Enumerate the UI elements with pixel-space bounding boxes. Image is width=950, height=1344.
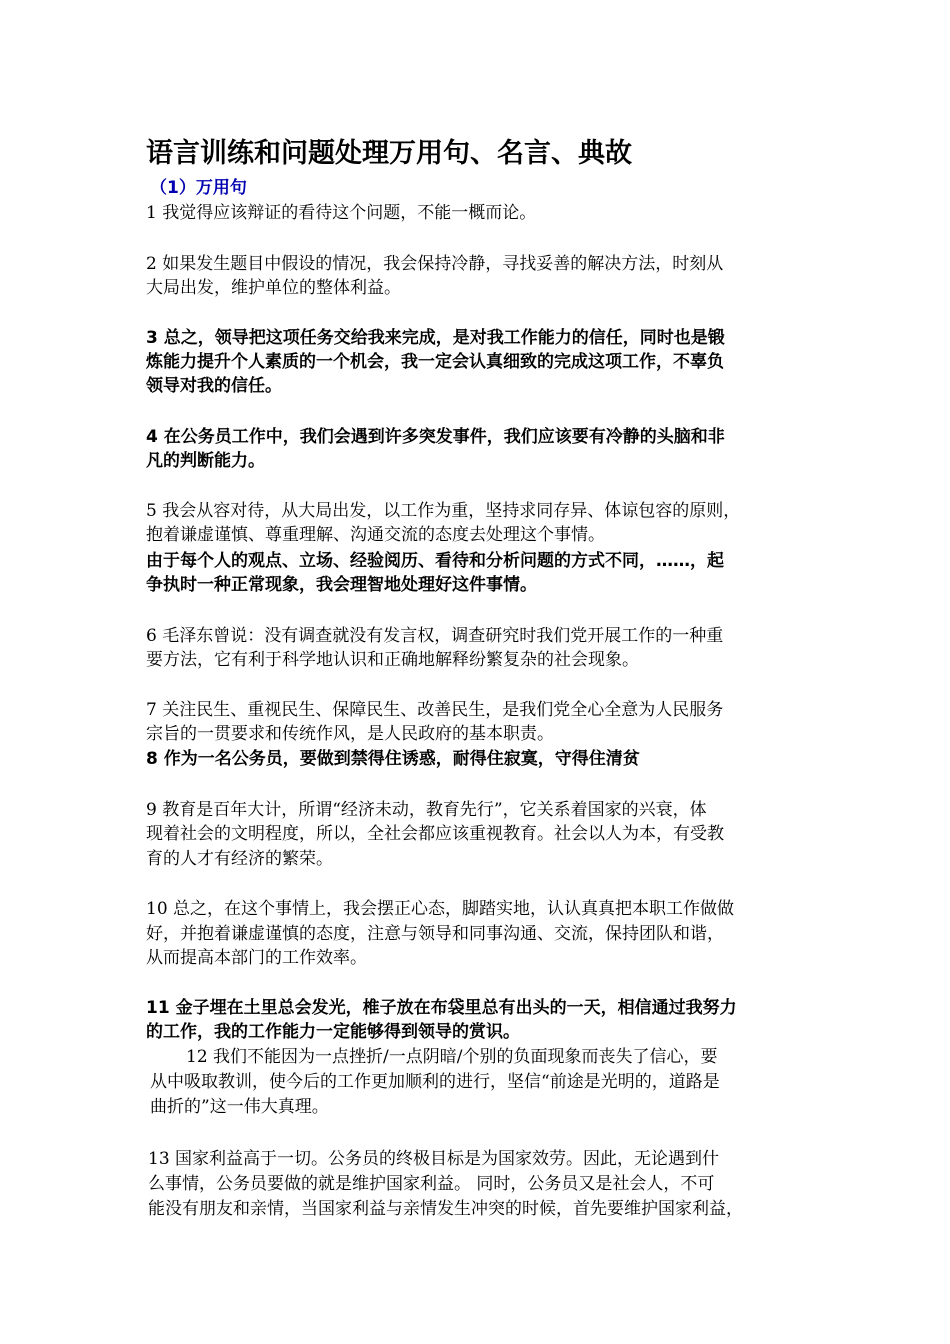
text-line: 能没有朋友和亲情，当国家利益与亲情发生冲突的时候，首先要维护国家利益， <box>148 1199 743 1219</box>
text-line-bold: 由于每个人的观点、立场、经验阅历、看待和分析问题的方式不同，……，起 <box>146 551 724 571</box>
text-line-bold: 领导对我的信任。 <box>146 376 282 396</box>
text-line: 宗旨的一贯要求和传统作风，是人民政府的基本职责。 <box>146 724 554 744</box>
text-line: 13 国家利益高于一切。公务员的终极目标是为国家效劳。因此，无论遇到什 <box>148 1149 720 1169</box>
text-line: 从中吸取教训，使今后的工作更加顺利的进行，坚信“前途是光明的，道路是 <box>150 1072 720 1092</box>
text-line: 12 我们不能因为一点挫折/一点阴暗/个别的负面现象而丧失了信心，要 <box>186 1047 718 1067</box>
text-line-bold: 的工作，我的工作能力一定能够得到领导的赏识。 <box>146 1022 520 1042</box>
text-line: 7 关注民生、重视民生、保障民生、改善民生，是我们党全心全意为人民服务 <box>146 700 724 720</box>
text-line: 抱着谦虚谨慎、尊重理解、沟通交流的态度去处理这个事情。 <box>146 525 605 545</box>
text-line: 5 我会从容对待，从大局出发，以工作为重，坚持求同存异、体谅包容的原则， <box>146 501 741 521</box>
text-line: 么事情，公务员要做的就是维护国家利益。 同时，公务员又是社会人，不可 <box>148 1174 715 1194</box>
text-line-bold: 凡的判断能力。 <box>146 451 265 471</box>
text-line-bold: 4 在公务员工作中，我们会遇到许多突发事件，我们应该要有冷静的头脑和非 <box>146 427 725 447</box>
text-line-bold: 8 作为一名公务员，要做到禁得住诱惑，耐得住寂寞，守得住清贫 <box>146 749 640 769</box>
text-line: 大局出发，维护单位的整体利益。 <box>146 278 401 298</box>
text-line-bold: 3 总之，领导把这项任务交给我来完成，是对我工作能力的信任，同时也是锻 <box>146 328 725 348</box>
text-line-bold: 炼能力提升个人素质的一个机会，我一定会认真细致的完成这项工作，不辜负 <box>146 352 724 372</box>
text-line: 育的人才有经济的繁荣。 <box>146 849 333 869</box>
text-line: 曲折的”这一伟大真理。 <box>150 1097 329 1117</box>
text-line: 10 总之，在这个事情上，我会摆正心态，脚踏实地，认认真真把本职工作做做 <box>146 899 735 919</box>
text-line: 好，并抱着谦虚谨慎的态度，注意与领导和同事沟通、交流，保持团队和谐， <box>146 924 724 944</box>
document-title: 语言训练和问题处理万用句、名言、典故 <box>146 138 632 169</box>
text-line-bold: 11 金子埋在土里总会发光，椎子放在布袋里总有出头的一天，相信通过我努力 <box>146 998 737 1018</box>
text-line-bold: 争执时一种正常现象，我会理智地处理好这件事情。 <box>146 575 537 595</box>
text-line: 2 如果发生题目中假设的情况，我会保持冷静，寻找妥善的解决方法，时刻从 <box>146 254 724 274</box>
section-heading: （1）万用句 <box>150 178 247 198</box>
text-line: 6 毛泽东曾说：没有调查就没有发言权，调查研究时我们党开展工作的一种重 <box>146 626 724 646</box>
text-line: 从而提高本部门的工作效率。 <box>146 948 367 968</box>
text-line: 要方法，它有利于科学地认识和正确地解释纷繁复杂的社会现象。 <box>146 650 639 670</box>
text-line: 9 教育是百年大计，所谓“经济未动，教育先行”，它关系着国家的兴衰，体 <box>146 800 707 820</box>
text-line: 1 我觉得应该辩证的看待这个问题，不能一概而论。 <box>146 203 537 223</box>
text-line: 现着社会的文明程度，所以，全社会都应该重视教育。社会以人为本，有受教 <box>146 824 724 844</box>
